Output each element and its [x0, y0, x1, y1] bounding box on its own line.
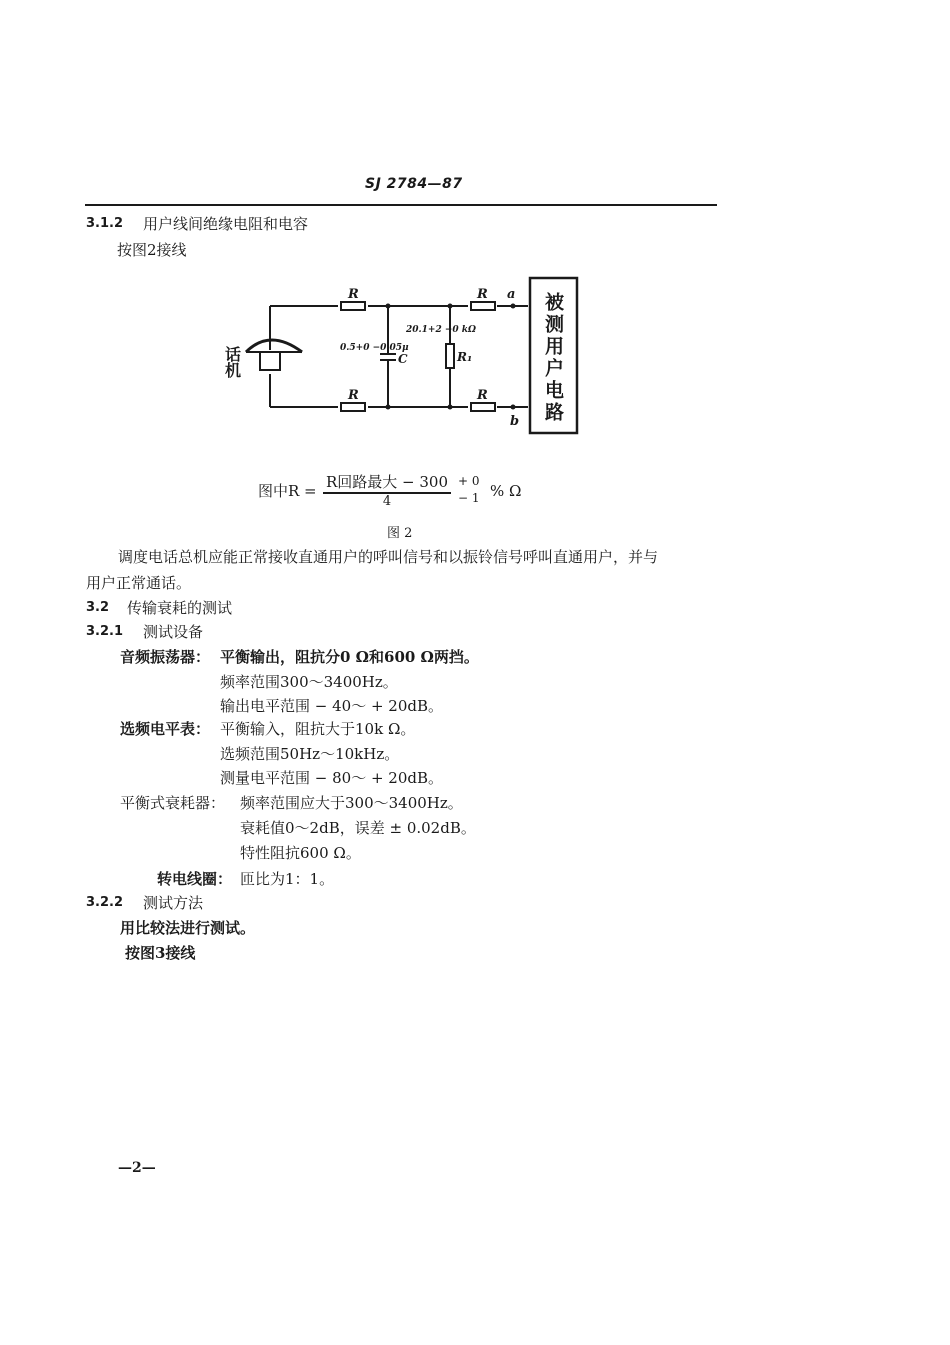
section-title-322: 测试方法	[143, 894, 204, 912]
figure-2-caption: 图 2	[387, 526, 413, 541]
header-rule	[85, 204, 717, 206]
formula-numerator: R回路最大 − 300	[325, 473, 449, 491]
doc-code-header: SJ 2784—87	[365, 176, 463, 192]
tolerance-minus: − 1	[458, 491, 480, 505]
level-meter-spec-2: 选频范围50Hz～10kHz。	[220, 745, 400, 763]
wiring-instruction-fig3: 按图3接线	[125, 944, 196, 962]
terminal-a-dot	[511, 304, 516, 309]
resistor-label: R	[348, 287, 359, 302]
r1-label: R₁	[457, 350, 473, 364]
junction-dot	[386, 405, 391, 410]
capacitor-label: C	[398, 352, 408, 366]
test-method-line: 用比较法进行测试。	[120, 919, 256, 937]
oscillator-spec-1: 平衡输出，阻抗分0 Ω和600 Ω两挡。	[220, 648, 479, 666]
oscillator-spec-3: 输出电平范围 − 40～ + 20dB。	[220, 697, 444, 715]
paragraph-line-2: 用户正常通话。	[86, 574, 192, 592]
section-title-312: 用户线间绝缘电阻和电容	[143, 215, 309, 233]
junction-dot	[386, 304, 391, 309]
oscillator-spec-2: 频率范围300～3400Hz。	[220, 673, 398, 691]
level-meter-spec-3: 测量电平范围 − 80～ + 20dB。	[220, 769, 444, 787]
formula-denominator: 4	[382, 494, 392, 509]
formula-prefix: 图中R =	[258, 482, 317, 500]
terminal-b-dot	[511, 405, 516, 410]
transfer-coil-spec: 匝比为1：1。	[240, 870, 335, 888]
level-meter-spec-1: 平衡输入，阻抗大于10k Ω。	[220, 720, 416, 738]
resistor-label: R	[348, 388, 359, 403]
attenuator-label: 平衡式衰耗器：	[120, 794, 226, 812]
page-number: —2—	[118, 1160, 156, 1176]
section-number-312: 3.1.2	[86, 216, 124, 231]
resistor-r1	[446, 344, 454, 368]
attenuator-spec-2: 衰耗值0～2dB，误差 ± 0.02dB。	[240, 819, 476, 837]
formula-suffix: % Ω	[490, 482, 522, 500]
terminal-b-label: b	[510, 414, 520, 429]
junction-dot	[448, 405, 453, 410]
section-number-321: 3.2.1	[86, 624, 124, 639]
resistor-label: R	[477, 287, 488, 302]
level-meter-label: 选频电平表：	[120, 720, 211, 738]
tolerance-plus: + 0	[458, 474, 480, 488]
section-title-321: 测试设备	[143, 623, 204, 641]
figure-2-circuit	[210, 270, 610, 450]
section-number-32: 3.2	[86, 600, 110, 615]
resistor-top-left	[341, 302, 365, 310]
resistor-bottom-left	[341, 403, 365, 411]
device-under-test-label: 被测用户电路	[542, 292, 564, 424]
terminal-a-label: a	[507, 287, 516, 302]
handset-body	[260, 352, 280, 370]
attenuator-spec-1: 频率范围应大于300～3400Hz。	[240, 794, 463, 812]
handset-label: 话机	[222, 346, 242, 378]
resistor-top-right	[471, 302, 495, 310]
attenuator-spec-3: 特性阻抗600 Ω。	[240, 844, 361, 862]
r1-value: 20.1+2 −0 kΩ	[406, 325, 477, 335]
transfer-coil-label: 转电线圈：	[157, 870, 233, 888]
wiring-instruction-fig2: 按图2接线	[117, 241, 187, 259]
resistor-bottom-right	[471, 403, 495, 411]
section-number-322: 3.2.2	[86, 895, 124, 910]
section-title-32: 传输衰耗的测试	[127, 599, 233, 617]
junction-dot	[448, 304, 453, 309]
capacitor-value: 0.5+0 −0.05μ	[340, 343, 409, 353]
paragraph-line-1: 调度电话总机应能正常接收直通用户的呼叫信号和以振铃信号呼叫直通用户，并与	[118, 548, 659, 566]
oscillator-label: 音频振荡器：	[120, 648, 211, 666]
resistor-label: R	[477, 388, 488, 403]
